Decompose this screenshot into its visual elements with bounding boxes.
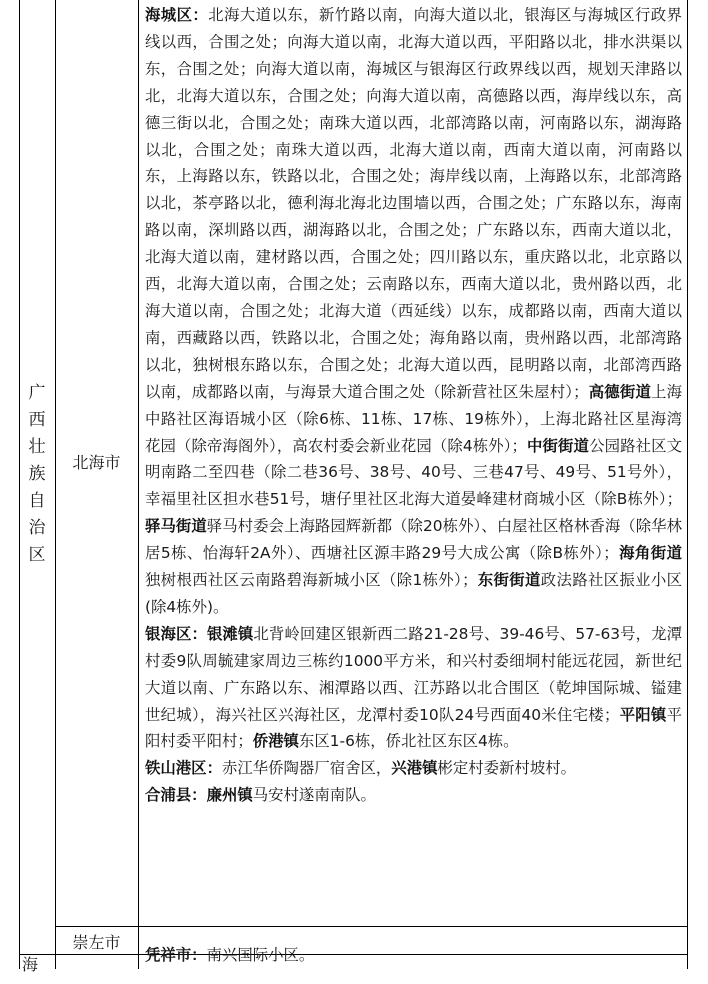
area-description: 北背岭回建区银新西二路21-28号、39-46号、57-63号，龙潭村委9队周毓建家周边三栋约1000平方米，和兴村委细垌村能远花园，新世纪大道以南、广东路以东、湘潭路以西、江苏路以北合围区（乾坤国际城、镒建世纪城），海兴社区兴海社区，龙潭村委10队24号西面40米住宅楼； — [145, 624, 682, 724]
district-paragraph — [145, 2, 682, 621]
district-heading: 银海区：银滩镇 — [145, 624, 254, 643]
area-description: 东区1-6栋，侨北社区东区4栋。 — [298, 732, 519, 751]
area-description: 上海中路社区海语城小区（除6栋、11栋、17栋、19栋外），上海北路社区星海湾花园（除帝海阁外），高农村委会新业花园（除4栋外）； — [145, 382, 682, 455]
district-heading: 铁山港区： — [145, 759, 222, 778]
area-description: 驿马村委会上海路园辉新都（除20栋外）、白屋社区格林香海（除华林居5栋、怡海轩2A外）、西塘社区源丰路29号大成公寓（除B栋外）； — [145, 517, 682, 563]
city-cell-beihai: 北海市 — [72, 453, 121, 472]
district-heading: 海城区： — [145, 6, 209, 24]
province-char: 区 — [28, 545, 46, 565]
province-char: 广 — [28, 383, 46, 403]
district-heading: 东街街道 — [477, 571, 541, 590]
area-description: 马安村遂南南队。 — [252, 786, 376, 805]
area-description: 赤江华侨陶器厂宿舍区， — [221, 759, 392, 778]
province-cell — [19, 380, 55, 569]
district-paragraph — [145, 942, 682, 968]
district-heading: 高德街道 — [588, 382, 652, 401]
province-char: 西 — [28, 410, 46, 430]
area-description: 公园路社区文明南路二至四巷（除二巷36号、38号、40号、三巷47号、49号、51号外），幸福里社区担水巷51号，塘仔里社区北海大道晏峰建材商城小区（除B栋外）； — [145, 436, 682, 509]
beihai-content-cell — [145, 2, 682, 809]
district-paragraph — [145, 782, 682, 809]
table-right-border — [687, 0, 688, 969]
area-description: 南兴国际小区。 — [206, 946, 315, 965]
area-description: 北海大道以东，新竹路以南，向海大道以北，银海区与海城区行政界线以西，合围之处；向海大道以南，北海大道以西，平阳路以北，排水洪渠以东，合围之处；向海大道以南，海城区与银海区行政界线以西，规划天津路以北，北海大道以东，合围之处；向海大道以南，高德路以西，海岸线以东，高德三街以北，合围之处；南珠大道以西，北部湾路以南，河南路以东，湖海路以北，合围之处；南珠大道以西，北海大道以南，西南大道以南，河南路以东，上海路以东，铁路以北，合围之处；海岸线以南，上海路以东，北部湾路以北，茶亭路以北，德利海北海北边围墙以西，合围之处；广东路以东，海南路以南，深圳路以西，湖海路以北，合围之处；广东路以东，西南大道以北，北海大道以南，建材路以西，合围之处；四川路以东，重庆路以北，北京路以西，北海大道以南，合围之处；云南路以东，西南大道以北，贵州路以西，北海大道以南，合围之处；北海大道（西延线）以东，成都路以南，西南大道以南，西藏路以西，铁路以北，合围之处；海角路以南，贵州路以西，北部湾路以北，独树根东路以东，合围之处；北海大道以西，昆明路以南，北部湾西路以南，成都路以南，与海景大道合围之处（除新营社区朱屋村）； — [145, 6, 682, 401]
district-paragraph — [145, 621, 682, 756]
chongzuo-content-cell — [145, 927, 682, 984]
district-heading: 凭祥市： — [145, 946, 207, 965]
city-column-divider — [138, 0, 139, 969]
district-heading: 合浦县：廉州镇 — [145, 786, 253, 805]
district-heading: 中街街道 — [526, 436, 590, 455]
district-paragraph — [145, 755, 682, 782]
province-char: 族 — [28, 464, 46, 484]
next-province-cell-partial: 海 — [22, 955, 39, 974]
area-description: 政法路社区振业小区(除4栋外)。 — [145, 571, 682, 616]
district-heading: 兴港镇 — [391, 759, 438, 778]
area-description: 平阳村委平阳村； — [145, 705, 682, 751]
area-description: 彬定村委新村坡村。 — [437, 759, 576, 778]
area-description: 独树根西社区云南路碧海新城小区（除1栋外）； — [145, 571, 478, 590]
province-column-divider — [55, 0, 56, 969]
city-cell-chongzuo: 崇左市 — [72, 933, 121, 952]
district-heading: 海角街道 — [618, 544, 682, 563]
district-heading: 驿马街道 — [145, 517, 207, 536]
province-char: 治 — [28, 518, 46, 538]
province-char: 壮 — [28, 437, 46, 457]
province-char: 自 — [28, 491, 46, 511]
district-heading: 平阳镇 — [619, 705, 667, 724]
district-heading: 侨港镇 — [252, 732, 299, 751]
